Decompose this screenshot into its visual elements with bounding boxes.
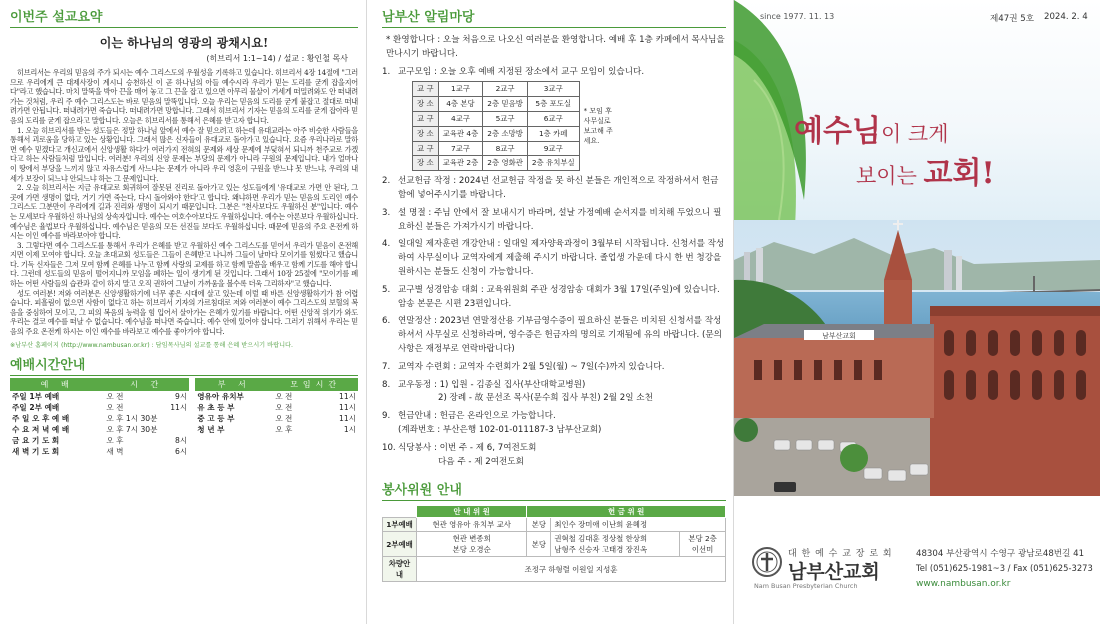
notice-number: 8.	[382, 379, 391, 390]
list-item	[382, 66, 726, 80]
notice-number: 2.	[382, 176, 391, 187]
notice-text: 연말정산 : 2023년 연말정산용 기부금영수증이 필요하신 분들은 비치된 신청서를 작성하셔서 사무실로 신청하라며, 영수증은 헌금자의 명의로 기재됨에 유의 바랍니다. (문의 사항은 재정부로 연락바랍니다)	[398, 316, 722, 354]
church-name-en: Nam Busan Presbyterian Church	[754, 582, 858, 590]
grid-cell: 교육관 4층	[438, 126, 483, 141]
grid-cell: 2교구	[483, 82, 528, 97]
notices-panel	[368, 0, 732, 624]
fold-line	[366, 0, 367, 624]
list-item	[382, 361, 726, 375]
denomination-text: 대 한 예 수 교 장 로 회	[788, 549, 893, 559]
issue-number: 제47권 5호	[990, 14, 1035, 24]
worship-cell: 영유아 유치부	[197, 391, 244, 401]
volunteer-header: 안 내 위 원	[417, 506, 527, 518]
list-item	[382, 284, 726, 312]
list-item	[382, 238, 726, 279]
welcome-notice: * 환영합니다 : 오늘 처음으로 나오신 여러분을 환영합니다. 예배 후 1층 카페에서 목사님을 만나시기 바랍니다.	[386, 35, 725, 59]
volunteer-label: 차량안내	[383, 557, 417, 582]
notice-text: 헌금안내 : 헌금은 온라인으로 가능합니다.	[398, 411, 556, 422]
grid-cell: 6교구	[527, 111, 579, 126]
church-phone: Tel (051)625-1981~3 / Fax (051)625-3273	[916, 563, 1093, 573]
worship-cell: 오 전	[275, 391, 293, 401]
slogan-text: 이 크게	[880, 122, 949, 146]
table-row	[10, 446, 358, 457]
volunteer-cell: 본당 2층	[688, 534, 717, 544]
table-row	[10, 435, 358, 446]
worship-cell: 6시	[175, 446, 188, 456]
volunteer-cell: 본당	[527, 532, 551, 557]
worship-cell: 11시	[339, 413, 356, 423]
district-table	[412, 81, 621, 171]
grid-cell: 5층 포도실	[527, 97, 579, 112]
worship-cell: 오 전	[275, 402, 293, 412]
grid-cell: 교 구	[413, 111, 439, 126]
sermon-reference: (히브리서 1:1~14) / 설교 : 황인철 목사	[206, 54, 348, 63]
worship-cell: 오 전	[106, 402, 124, 412]
worship-cell: 오 후	[275, 424, 293, 434]
sermon-paragraph: 히브리서는 우리의 믿음의 주가 되시는 예수 그리스도의 우월성을 기록하고 있습니다. 히브리서 4장 14절에 "그러므로 우리에게 큰 대제사장이 계시니 승천하신 이 곧 하나님의 아들 예수시라 우리가 믿는 도리를 굳게 잡을지어다"라고 했습니다. 마치 말뚝을 박아 끈을 매어 놓고 그 끈을 잡고 있으면 아무리 물살이 거세게 떠밀려와도 안 떠내려가는 것처럼, 우리 주 예수 그리스도는 바로 믿음의 말뚝입니다. 오늘 우리는 믿음의 도리를 굳게 붙잡고 절대로 떠내려가면 안됩니다. 떠내려가면 죽습니다. 떠내려가면 망합니다. 그래서 히브리서 기자는 믿음의 도리를 굳게 잡아라 믿음의 도리를 굳게 잡으라고 말합니다. 오늘은 히브리서를 통해서 은혜를 받고자 합니다.	[10, 68, 358, 125]
notice-text-extra: 2) 장례 - 故 문선조 목사(문수희 집사 부친) 2월 2일 소천	[438, 393, 653, 404]
worship-header: 모임시간	[273, 378, 358, 391]
table-row	[10, 424, 358, 435]
grid-cell: 교육관 2층	[438, 156, 483, 171]
notice-text: 교구별 성경암송 대회 : 교육위원회 주관 성경암송 대회가 3월 17일(주일)에 있습니다. 암송 본문은 시편 23편입니다.	[398, 284, 720, 309]
grid-cell: 장 소	[413, 97, 439, 112]
church-website-link[interactable]: www.nambusan.or.kr	[916, 579, 1011, 589]
worship-cell: 새 벽 기 도 회	[12, 446, 60, 456]
sermon-body	[10, 68, 358, 337]
volunteer-cell: 본당	[527, 518, 551, 532]
worship-cell: 새 벽	[106, 446, 124, 456]
grid-cell: 8교구	[483, 141, 528, 156]
notice-text-extra: 다음 주 - 제 2여전도회	[438, 456, 524, 467]
district-note: * 모임 후 사무실로 보고해 주세요.	[583, 107, 613, 146]
grid-cell: 1교구	[438, 82, 483, 97]
grid-cell: 7교구	[438, 141, 483, 156]
grid-cell: 2층 소망방	[483, 126, 528, 141]
volunteer-cell: 현관 영유아 유치부 교사	[417, 518, 527, 532]
worship-cell: 오 전	[106, 391, 124, 401]
list-item	[382, 207, 726, 235]
worship-table	[10, 378, 358, 457]
table-row	[383, 557, 726, 582]
notice-number: 3.	[382, 207, 391, 218]
church-address: 48304 부산광역시 수영구 광남로48번길 41	[916, 549, 1085, 559]
grid-cell: 5교구	[483, 111, 528, 126]
volunteers-table	[382, 505, 726, 582]
notice-text: 설 명절 : 주님 안에서 잘 보내시기 바라며, 설날 가정예배 순서지를 비치해 두었으니 필요하신 분들은 가져가시기 바랍니다.	[398, 207, 722, 232]
volunteer-cell: 현관 변종희	[452, 534, 491, 544]
worship-cell: 오 후	[106, 435, 124, 445]
notice-list	[382, 34, 726, 469]
notice-text: 일대일 제자훈련 개강안내 : 일대일 제자양육과정이 3월부터 시작됩니다. 신청서를 작성하여 사무실이나 교역자에게 제출해 주시기 바랍니다. 졸업생 가운데 다시 한 번 청강을 원하시는 분들도 신청이 가능합니다.	[398, 239, 725, 277]
notice-text: 교우동정 : 1) 입원 - 김종실 집사(부산대학교병원)	[398, 379, 586, 390]
notice-text: 교구모임 : 오늘 오후 예배 지정된 장소에서 교구 모임이 있습니다.	[398, 66, 645, 77]
slogan-text: 보이는	[856, 164, 924, 188]
slogan-line1	[794, 106, 949, 150]
worship-cell: 주일 1부 예배	[12, 391, 60, 401]
notice-text: 선교헌금 작정 : 2024년 선교헌금 작정을 못 하신 분들은 개인적으로 작정하셔서 헌금함에 넣어주시기를 바랍니다.	[398, 176, 719, 200]
table-row	[10, 402, 358, 413]
notices-section-title: 남부산 알림마당	[382, 6, 726, 28]
worship-header: 부 서	[195, 378, 273, 391]
sermon-paragraph: 3. 그렇다면 예수 그리스도를 통해서 우리가 은혜를 받고 우월하신 예수 그리스도를 믿어서 우리가 믿음이 온전해지면 이제 모여야 합니다. 오늘 초대교회 성도들은 그들이 은혜받고 나니까 그들이 날마다 모이기를 힘썼다고 했습니다. 기독 신자들은 그저 모여 함께 은혜를 나누고 함께 사랑의 교제를 하고 함께 말씀을 배우고 함께 기도를 해야 합니다. 그런데 성도들의 믿음이 떨어지니까 모임을 폐하는 일이 생기게 된 것입니다. 그래서 10장 25절에 "모이기를 폐하는 어떤 사람들의 습관과 같이 하지 말고 오직 권하여 그날이 가까움을 볼수록 더욱 그리하자"고 했습니다.	[10, 240, 358, 289]
church-photo	[734, 220, 1100, 496]
since-text: since 1977. 11. 13	[760, 12, 835, 21]
volunteer-cell: 최인수 장미애 이난희 윤혜정	[551, 518, 726, 532]
grid-cell: 4층 본당	[438, 97, 483, 112]
worship-section-title: 예배시간안내	[10, 354, 358, 376]
grid-cell: 3교구	[527, 82, 579, 97]
volunteer-cell: 이선미	[691, 545, 714, 555]
notice-number: 4.	[382, 239, 391, 250]
worship-cell: 주일 2부 예배	[12, 402, 60, 412]
volunteer-cell: 권혁철 김대훈 정상철 한상희	[554, 534, 648, 544]
volunteer-cell: 본당 오경순	[452, 545, 491, 555]
sermon-paragraph: 2. 오늘 히브리서는 지금 유대교로 회귀하여 잘못된 진리로 돌아가고 있는 성도들에게 '유대교로 가면 안 된다, 그곳에 가면 생명이 없다, 거기 가면 죽는다, 다시 돌아와야 한다'고 합니다. 왜냐하면 우리가 믿는 믿음의 도리인 예수 그리스도 그분만이 우리에게 길과 진리와 생명이 되시기 때문입니다. 그분은 "천사보다도 우월하신 분"입니다. 예수는 모세보다 우월하신 하나님의 상속자입니다. 예수는 여호수아보다도 우월하십니다. 예수는 아론보다 우월하십니다. 예수님은 율법보다 우월하십니다. 예수님은 믿음의 모든 선진들 보다도 우월하십니다. 때문에 믿음의 주요 온전케 하시는 이인 예수를 바라보아야 합니다.	[10, 183, 358, 241]
notice-number: 7.	[382, 361, 391, 372]
grid-cell: 2층 유치부실	[527, 156, 579, 171]
table-row	[10, 391, 358, 402]
list-item	[382, 379, 726, 407]
church-sign: 남부산교회	[822, 332, 856, 340]
worship-cell: 금 요 기 도 회	[12, 435, 60, 445]
sermon-panel	[0, 0, 366, 624]
church-name: 남부산교회	[788, 561, 880, 583]
worship-cell: 유 초 등 부	[197, 402, 235, 412]
worship-cell: 청 년 부	[197, 424, 225, 434]
worship-cell: 수 요 저 녁 예 배	[12, 424, 70, 434]
notice-text: 식당봉사 : 이번 주 - 제 6, 7여전도회	[398, 442, 537, 453]
sermon-section-title: 이번주 설교요약	[10, 6, 358, 28]
worship-cell: 오 후 7시 30분	[106, 424, 158, 434]
grid-cell: 장 소	[413, 126, 439, 141]
notice-number: 5.	[382, 284, 391, 295]
slogan-text: 교회!	[923, 156, 995, 191]
grid-cell: 4교구	[438, 111, 483, 126]
notice-text-extra: (계좌번호 : 부산은행 102-01-011187-3 남부산교회)	[398, 424, 602, 435]
worship-cell: 오 전	[275, 413, 293, 423]
table-row	[383, 518, 726, 532]
grid-cell: 9교구	[527, 141, 579, 156]
notice-text: 교역자 수련회 : 교역자 수련회가 2월 5일(월) ~ 7일(수)까지 있습니다.	[398, 361, 665, 372]
worship-cell: 11시	[339, 391, 356, 401]
sermon-paragraph: 1. 오늘 히브리서를 받는 성도들은 정말 하나님 앞에서 예수 잘 믿으려고 하는데 유대교라는 아주 비슷한 사람들을 통해서 괴로움을 당하고 있는 상황입니다. 그래서 많은 신자들이 유대교로 돌아가고 있습니다. 요즘 우리나라로 말하면 예수 믿겠다고 개신교에서 신앙생활 하다가 여러가지 전혀의 문제와 세상 문제에 부딪혀서 되니까 천주교로 가겠다고 하는 사람들처럼 말입니다. 여러분! 우리의 신앙 문제는 부당의 문제가 아니라 구원의 문제입니다. 내가 얼마나 이 땅에서 부당을 느끼지 않고 자유스럽게 사느냐는 문제가 아니라 우리 영혼이 구원을 받느냐 못 받느냐, 우리의 내세가 보장이 되느냐 안되느냐 하는 그 문제입니다.	[10, 125, 358, 183]
grid-cell: 2층 영화관	[483, 156, 528, 171]
worship-cell: 오 후 1시 30분	[106, 413, 158, 423]
worship-cell: 주 일 오 후 예 배	[12, 413, 70, 423]
worship-cell: 9시	[175, 391, 188, 401]
church-footer	[734, 535, 1100, 624]
grid-cell: 교 구	[413, 141, 439, 156]
list-item	[382, 315, 726, 356]
list-item	[382, 442, 726, 470]
worship-cell: 1시	[343, 424, 356, 434]
volunteer-cell: 남형주 신승자 고태경 장진옥	[554, 545, 648, 555]
church-logo-icon	[752, 547, 782, 577]
worship-header: 시 간	[104, 378, 189, 391]
slogan-line2	[856, 148, 995, 192]
grid-cell: 교 구	[413, 82, 439, 97]
slogan-text: 예수님	[794, 114, 881, 149]
worship-cell: 11시	[170, 402, 188, 412]
worship-cell: 8시	[175, 435, 188, 445]
notice-number: 1.	[382, 66, 391, 77]
sermon-title: 이는 하나님의 영광의 광채시요!	[99, 36, 269, 50]
table-row	[383, 532, 726, 557]
volunteer-header: 헌 금 위 원	[527, 506, 726, 518]
table-row	[10, 413, 358, 424]
grid-cell: 1층 카페	[527, 126, 579, 141]
volunteers-section-title: 봉사위원 안내	[382, 479, 726, 501]
volunteer-label: 1부예배	[383, 518, 417, 532]
worship-cell: 11시	[339, 402, 356, 412]
notice-number: 10.	[382, 442, 396, 453]
issue-date: 2024. 2. 4	[1044, 12, 1088, 22]
church-illustration	[734, 220, 1100, 496]
list-item	[382, 410, 726, 438]
list-item	[382, 175, 726, 203]
worship-cell: 중 고 등 부	[197, 413, 235, 423]
volunteer-cell: 조정구 하형렬 이원일 지성훈	[417, 557, 726, 582]
volunteer-label: 2부예배	[383, 532, 417, 557]
grid-cell: 장 소	[413, 156, 439, 171]
notice-number: 6.	[382, 316, 391, 327]
homepage-note: ※남부산 홈페이지 (http://www.nambusan.or.kr) : 담임목사님의 설교를 통해 은혜 받으시기 바랍니다.	[10, 341, 294, 349]
sermon-paragraph: 성도 여러분! 저와 여러분은 신앙생활하기에 너무 좋은 시대에 살고 있는데 이럴 때 바른 신앙생활하기가 참 어렵습니다. 피흘림이 없으면 사함이 없다고 하는 히브리서 기자의 가르침대로 저와 여러분이 예수 그리스도의 보혈의 복음을 중심하여 모이고, 그 피의 복음의 능력을 힘 입어서 살아가는 은혜가 있기를 바랍니다. 어떤 신앙적 위기가 와도 우리는 결코 예수를 떠날 수 없습니다. 예수님을 떠나면 죽습니다. 예수 안에 있어야 삽니다. 그러기 위해서 우리는 믿음의 주요 온전케 하시는 이인 예수를 바라보고 예수를 좋아가야 합니다.	[10, 288, 358, 337]
worship-header: 예 배	[10, 378, 104, 391]
grid-cell: 2층 믿음방	[483, 97, 528, 112]
notice-number: 9.	[382, 411, 391, 422]
cover-panel	[734, 0, 1100, 624]
